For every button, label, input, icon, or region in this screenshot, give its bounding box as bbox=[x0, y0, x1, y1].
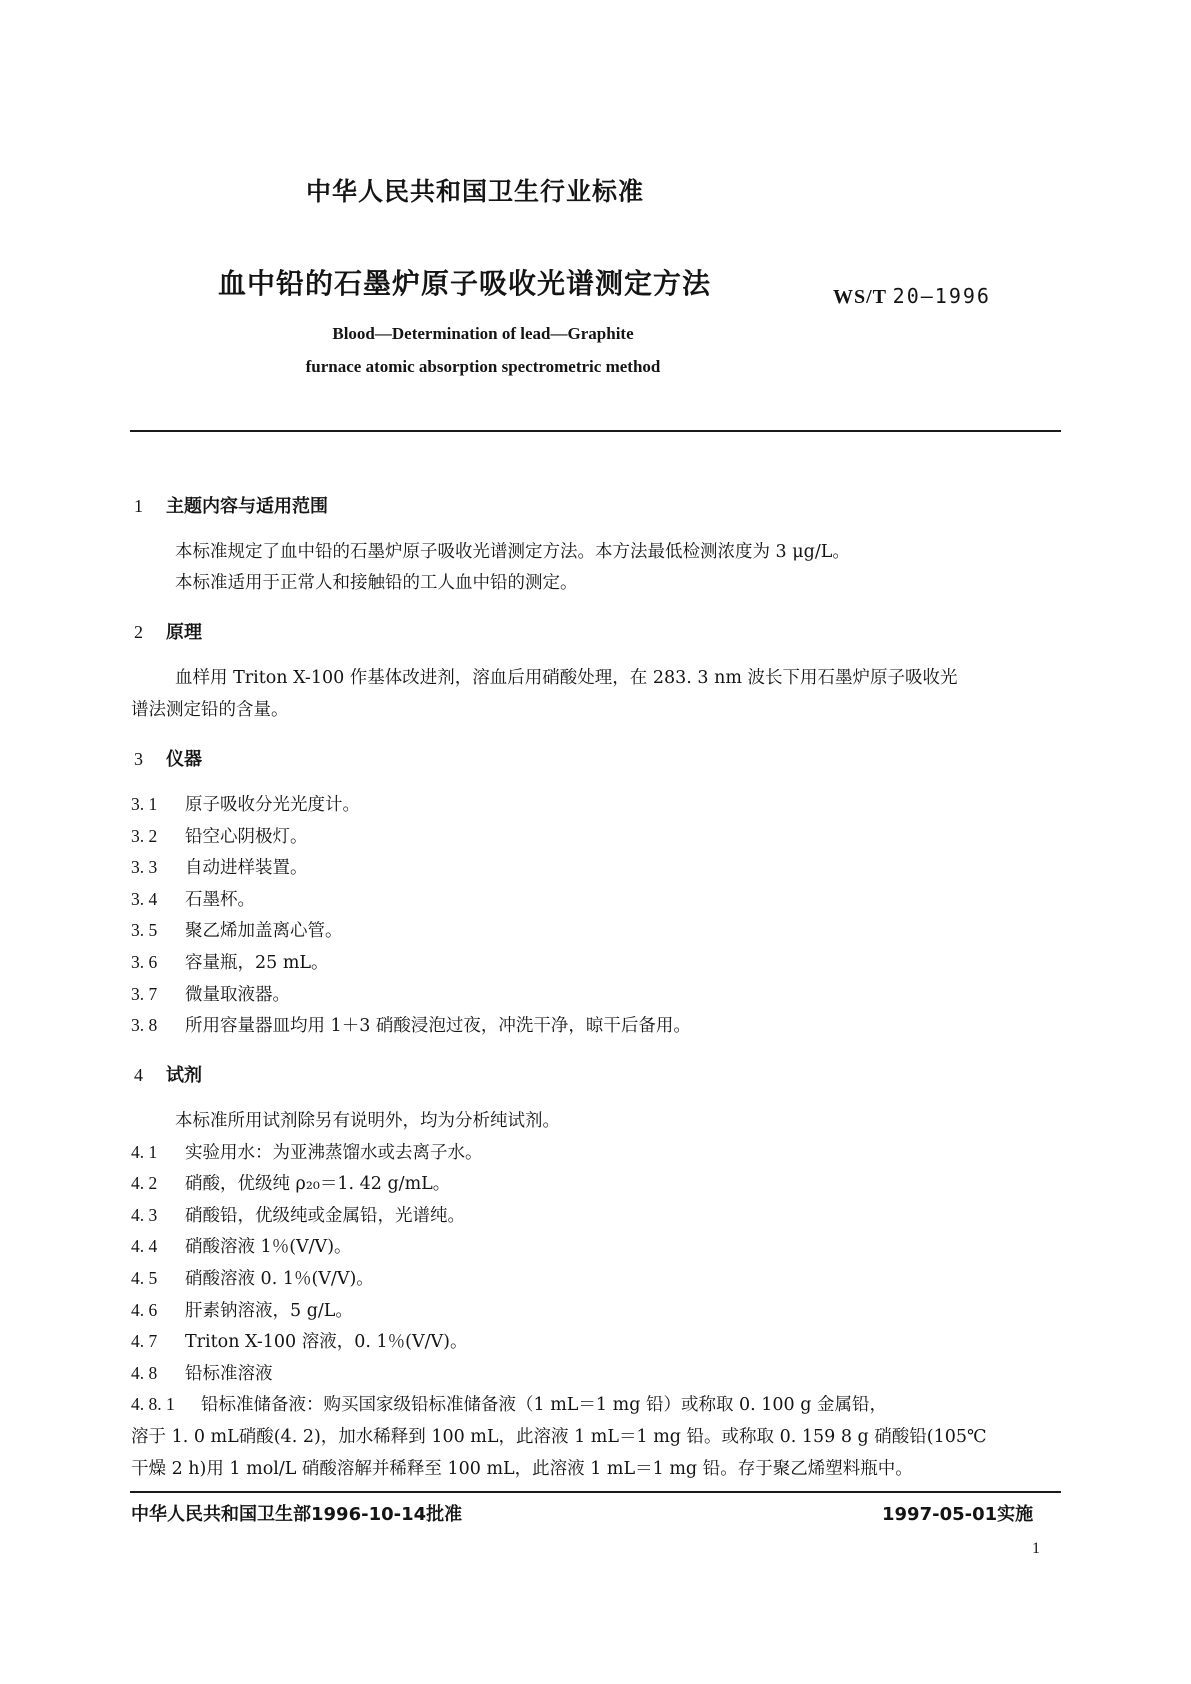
item-text: 原子吸收分光光度计。 bbox=[185, 795, 360, 815]
item-text: 硝酸溶液 0. 1％(V/V)。 bbox=[185, 1269, 374, 1289]
section-1-paragraph-2: 本标准适用于正常人和接触铅的工人血中铅的测定。 bbox=[175, 573, 578, 593]
item-text: 铅空心阴极灯。 bbox=[185, 827, 308, 847]
standard-number bbox=[833, 284, 991, 309]
item-text: 聚乙烯加盖离心管。 bbox=[185, 921, 343, 941]
item-number: 4. 3 bbox=[131, 1205, 158, 1225]
section-2-heading bbox=[134, 618, 202, 644]
item-number: 3. 6 bbox=[131, 952, 158, 972]
item-number: 4. 5 bbox=[131, 1268, 158, 1288]
item-text: 硝酸，优级纯 ρ₂₀＝1. 42 g/mL。 bbox=[185, 1174, 451, 1194]
item-number: 3. 3 bbox=[131, 857, 158, 877]
item-text: 铅标准溶液 bbox=[185, 1364, 273, 1384]
list-item bbox=[131, 1170, 450, 1195]
list-item bbox=[131, 949, 329, 974]
item-number: 3. 5 bbox=[131, 920, 158, 940]
issuing-agency-header: 中华人民共和国卫生行业标准 bbox=[306, 177, 645, 206]
section-1-heading bbox=[134, 492, 328, 518]
list-item bbox=[131, 823, 308, 848]
item-text: 所用容量器皿均用 1＋3 硝酸浸泡过夜，冲洗干净，晾干后备用。 bbox=[185, 1016, 691, 1036]
section-4-heading bbox=[134, 1061, 202, 1087]
subsection-4-8-1-line-3: 干燥 2 h)用 1 mol/L 硝酸溶解并稀释至 100 mL，此溶液 1 mL＝1 mg 铅。存于聚乙烯塑料瓶中。 bbox=[131, 1459, 913, 1479]
item-text: 硝酸溶液 1％(V/V)。 bbox=[185, 1237, 352, 1257]
section-number: 4 bbox=[134, 1065, 143, 1085]
header-divider bbox=[130, 430, 1061, 432]
english-title-line-2: furnace atomic absorption spectrometric method bbox=[305, 357, 661, 376]
section-number: 2 bbox=[134, 622, 143, 642]
item-text: Triton X-100 溶液，0. 1％(V/V)。 bbox=[185, 1332, 468, 1352]
standard-year-number: 20—1996 bbox=[892, 284, 991, 308]
subsection-4-8-1 bbox=[131, 1391, 887, 1416]
list-item bbox=[131, 1202, 465, 1227]
item-number: 3. 7 bbox=[131, 984, 158, 1004]
item-number: 3. 8 bbox=[131, 1015, 158, 1035]
section-title: 仪器 bbox=[166, 749, 202, 770]
approval-date: 中华人民共和国卫生部1996-10-14批准 bbox=[131, 1504, 463, 1525]
item-text: 肝素钠溶液，5 g/L。 bbox=[185, 1301, 353, 1321]
section-4-intro: 本标准所用试剂除另有说明外，均为分析纯试剂。 bbox=[175, 1111, 560, 1131]
list-item bbox=[131, 917, 343, 942]
item-number: 4. 7 bbox=[131, 1331, 158, 1351]
item-number: 4. 1 bbox=[131, 1142, 158, 1162]
list-item bbox=[131, 1012, 691, 1037]
effective-date: 1997-05-01实施 bbox=[882, 1504, 1034, 1525]
section-2-paragraph-line-2: 谱法测定铅的含量。 bbox=[131, 700, 289, 720]
page-number: 1 bbox=[1032, 1540, 1040, 1557]
list-item bbox=[131, 1328, 467, 1353]
item-number: 4. 8. 1 bbox=[131, 1394, 175, 1414]
item-text: 铅标准储备液：购买国家级铅标准储备液（1 mL＝1 mg 铅）或称取 0. 100 g 金属铅， bbox=[201, 1395, 888, 1415]
list-item bbox=[131, 886, 255, 911]
footer-divider bbox=[130, 1491, 1061, 1493]
section-number: 3 bbox=[134, 749, 143, 769]
item-number: 4. 6 bbox=[131, 1300, 158, 1320]
document-title: 血中铅的石墨炉原子吸收光谱测定方法 bbox=[218, 267, 712, 300]
section-number: 1 bbox=[134, 496, 143, 516]
item-text: 容量瓶，25 mL。 bbox=[185, 953, 329, 973]
subsection-4-8-1-line-2: 溶于 1. 0 mL硝酸(4. 2)，加水稀释到 100 mL，此溶液 1 mL＝1 mg 铅。或称取 0. 159 8 g 硝酸铅(105℃ bbox=[131, 1427, 987, 1447]
item-text: 硝酸铅，优级纯或金属铅，光谱纯。 bbox=[185, 1206, 465, 1226]
item-number: 3. 4 bbox=[131, 889, 158, 909]
item-text: 石墨杯。 bbox=[185, 890, 255, 910]
item-number: 4. 8 bbox=[131, 1363, 158, 1383]
list-item bbox=[131, 1139, 483, 1164]
list-item bbox=[131, 1360, 273, 1385]
list-item bbox=[131, 854, 308, 879]
section-title: 原理 bbox=[166, 622, 202, 643]
item-number: 3. 1 bbox=[131, 794, 158, 814]
item-text: 微量取液器。 bbox=[185, 985, 290, 1005]
section-1-paragraph-1: 本标准规定了血中铅的石墨炉原子吸收光谱测定方法。本方法最低检测浓度为 3 μg/L。 bbox=[175, 542, 850, 562]
list-item bbox=[131, 791, 360, 816]
section-title: 主题内容与适用范围 bbox=[166, 496, 328, 517]
english-title-line-1: Blood—Determination of lead—Graphite bbox=[332, 324, 634, 343]
list-item bbox=[131, 1297, 353, 1322]
item-number: 4. 4 bbox=[131, 1236, 158, 1256]
item-text: 自动进样装置。 bbox=[185, 858, 308, 878]
item-number: 4. 2 bbox=[131, 1173, 158, 1193]
standard-prefix: WS/T bbox=[833, 286, 887, 308]
section-title: 试剂 bbox=[166, 1065, 202, 1086]
section-3-heading bbox=[134, 745, 202, 771]
list-item bbox=[131, 1265, 374, 1290]
item-text: 实验用水：为亚沸蒸馏水或去离子水。 bbox=[185, 1143, 483, 1163]
list-item bbox=[131, 981, 290, 1006]
list-item bbox=[131, 1233, 352, 1258]
section-2-paragraph-line-1: 血样用 Triton X-100 作基体改进剂，溶血后用硝酸处理，在 283. 3 nm 波长下用石墨炉原子吸收光 bbox=[175, 668, 958, 688]
item-number: 3. 2 bbox=[131, 826, 158, 846]
